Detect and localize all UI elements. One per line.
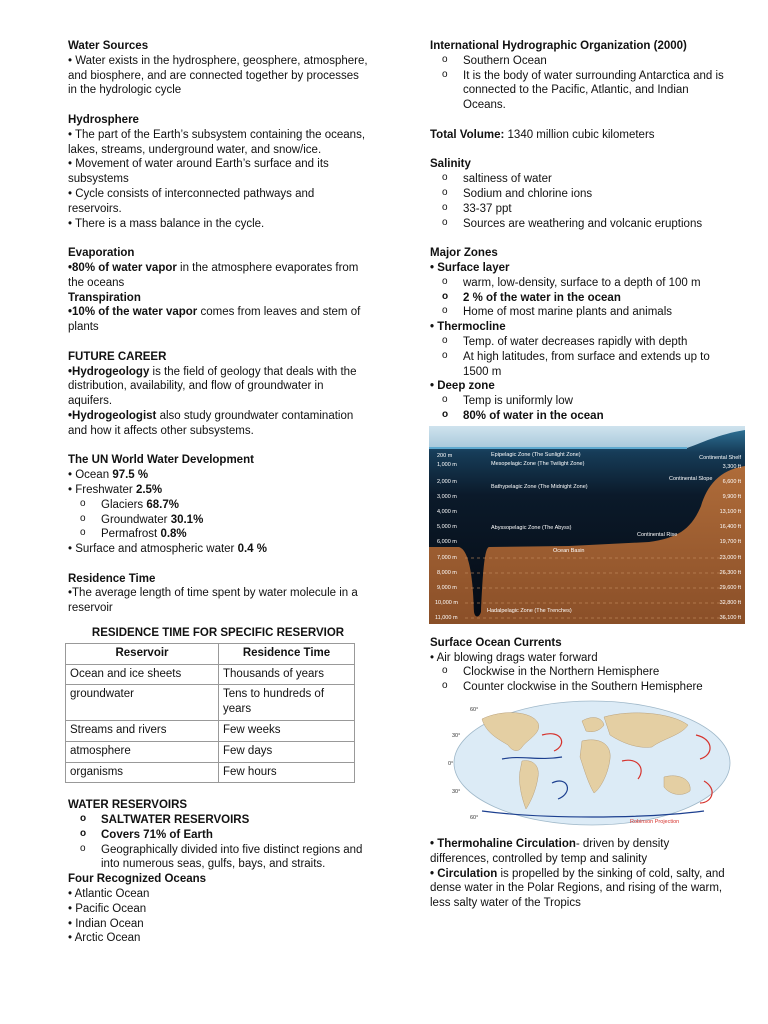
svg-text:9,900 ft: 9,900 ft — [722, 493, 741, 500]
currents-sub: o Counter clockwise in the Southern Hemisphere — [430, 680, 730, 695]
water-sources-heading: Water Sources — [68, 40, 149, 52]
evaporation-text: •80% of water vapor in the atmosphere evaporates from the oceans — [68, 261, 359, 289]
svg-text:60°: 60° — [470, 814, 479, 821]
reservoirs-heading: WATER RESERVOIRS — [68, 799, 188, 812]
svg-text:7,000 m: 7,000 m — [437, 554, 457, 561]
table-header-row — [66, 643, 355, 664]
currents-sub: o Clockwise in the Northern Hemisphere — [430, 665, 730, 680]
table-row: atmosphere Few days — [66, 741, 355, 762]
iho-heading: International Hydrographic Organization (2000) — [430, 40, 687, 52]
un-heading: The UN World Water Development — [68, 454, 254, 467]
zone-deep: • Deep zone — [430, 380, 495, 393]
table-row: Streams and rivers Few weeks — [66, 721, 355, 742]
un-permafrost: o Permafrost 0.8% — [68, 527, 368, 542]
total-volume: Total Volume: 1340 million cubic kilometers — [430, 128, 655, 141]
svg-text:9,000 m: 9,000 m — [437, 584, 457, 591]
future-career-item: •Hydrogeologist also study groundwater contamination and how it affects other subsystems. — [68, 409, 354, 437]
zone-thermocline: • Thermocline — [430, 321, 506, 334]
svg-text:Continental Shelf: Continental Shelf — [699, 454, 741, 461]
table-header-time: Residence Time — [219, 643, 355, 664]
svg-text:3,000 m: 3,000 m — [437, 493, 457, 500]
svg-text:10,000 m: 10,000 m — [435, 599, 458, 606]
salinity-item: o saltiness of water — [430, 172, 730, 187]
zone-surface: • Surface layer — [430, 261, 510, 274]
ocean-item: • Atlantic Ocean — [68, 888, 150, 901]
zone-item: o Home of most marine plants and animals — [430, 305, 730, 320]
un-glaciers: o Glaciers 68.7% — [68, 498, 368, 513]
svg-text:6,600 ft: 6,600 ft — [722, 478, 741, 485]
zone-item: o At high latitudes, from surface and extends up to 1500 m — [430, 350, 730, 380]
ocean-zones-figure — [429, 426, 745, 624]
reservoirs-sub: o Geographically divided into five distinct regions and into numerous seas, gulfs, bays, and straits. — [68, 843, 368, 873]
ocean-currents-map — [442, 699, 742, 831]
svg-text:Bathypelagic Zone (The Midnigh: Bathypelagic Zone (The Midnight Zone) — [491, 483, 588, 490]
future-career-item: •Hydrogeology is the field of geology that deals with the distribution, availability, and flow of groundwater in aquifers. — [68, 365, 357, 408]
evaporation-heading: Evaporation — [68, 247, 135, 260]
un-freshwater: • Freshwater 2.5% — [68, 483, 163, 496]
table-row: organisms Few hours — [66, 762, 355, 783]
transpiration-text: •10% of the water vapor comes from leaves and stem of plants — [68, 306, 361, 334]
svg-text:0°: 0° — [448, 760, 454, 767]
svg-text:4,000 m: 4,000 m — [437, 508, 457, 515]
sea-surface — [429, 447, 687, 449]
circulation-text: • Circulation is propelled by the sinking of cold, salty, and dense water in the Polar Regions, and rising of the warm, less salty water of the Tropics — [430, 867, 725, 910]
residence-text: •The average length of time spent by water molecule in a reservoir — [68, 587, 358, 615]
map-legend: Robinson Projection — [630, 818, 680, 825]
zone-item: o 80% of water in the ocean — [430, 409, 730, 424]
svg-text:3,300 ft: 3,300 ft — [722, 463, 741, 470]
table-row: groundwater Tens to hundreds of years — [66, 685, 355, 721]
iho-sub: o It is the body of water surrounding Antarctica and is connected to the Pacific, Atlantic, and Indian Oceans. — [430, 69, 730, 113]
ocean-item: • Arctic Ocean — [68, 932, 141, 945]
table-header-reservoir: Reservoir — [66, 643, 219, 664]
future-career-heading: FUTURE CAREER — [68, 350, 167, 363]
iho-sub: o Southern Ocean — [430, 54, 730, 69]
salinity-heading: Salinity — [430, 158, 471, 171]
svg-text:36,100 ft: 36,100 ft — [719, 614, 741, 621]
svg-text:11,000 m: 11,000 m — [435, 614, 458, 621]
zone-item: o Temp. of water decreases rapidly with depth — [430, 335, 730, 350]
svg-text:26,300 ft: 26,300 ft — [719, 569, 741, 576]
currents-heading: Surface Ocean Currents — [430, 636, 562, 649]
svg-text:29,600 ft: 29,600 ft — [719, 584, 741, 591]
currents-item: • Air blowing drags water forward — [430, 651, 598, 664]
zone-item: o Temp is uniformly low — [430, 394, 730, 409]
right-column — [430, 39, 741, 911]
hydrosphere-item: • Cycle consists of interconnected pathways and reservoirs. — [68, 187, 315, 215]
reservoirs-sub: o Covers 71% of Earth — [68, 828, 368, 843]
svg-text:16,400 ft: 16,400 ft — [719, 523, 741, 530]
hydrosphere-item: • The part of the Earth’s subsystem containing the oceans, lakes, streams, underground water, and snow/ice. — [68, 128, 366, 156]
svg-text:6,000 m: 6,000 m — [437, 538, 457, 545]
svg-text:Mesopelagic Zone (The Twilight: Mesopelagic Zone (The Twilight Zone) — [491, 460, 585, 467]
salinity-item: o 33-37 ppt — [430, 202, 730, 217]
thermohaline-text: • Thermohaline Circulation- driven by density differences, controlled by temp and salinity — [430, 837, 670, 865]
svg-text:19,700 ft: 19,700 ft — [719, 538, 741, 545]
svg-text:23,000 ft: 23,000 ft — [719, 554, 741, 561]
salinity-item: o Sources are weathering and volcanic eruptions — [430, 217, 730, 232]
table-row: Ocean and ice sheets Thousands of years — [66, 664, 355, 685]
svg-text:60°: 60° — [470, 706, 479, 713]
un-surface: • Surface and atmospheric water 0.4 % — [68, 543, 268, 556]
svg-text:Continental Slope: Continental Slope — [669, 475, 713, 482]
svg-text:2,000 m: 2,000 m — [437, 478, 457, 485]
zone-item: o warm, low-density, surface to a depth of 100 m — [430, 276, 730, 291]
left-column — [68, 39, 368, 946]
zone-item: o 2 % of the water in the ocean — [430, 291, 730, 306]
oceans-heading: Four Recognized Oceans — [68, 873, 207, 886]
svg-text:1,000 m: 1,000 m — [437, 461, 457, 468]
water-sources-text: • Water exists in the hydrosphere, geosphere, atmosphere, and biosphere, and are connected together by processes in the hydrologic cycle — [68, 54, 368, 97]
svg-text:8,000 m: 8,000 m — [437, 569, 457, 576]
hydrosphere-item: • Movement of water around Earth’s surface and its subsystems — [68, 158, 329, 186]
svg-text:Abyssopelagic Zone (The Abyss): Abyssopelagic Zone (The Abyss) — [491, 524, 572, 531]
svg-text:200 m: 200 m — [437, 452, 453, 459]
svg-text:30°: 30° — [452, 788, 461, 795]
table-title: RESIDENCE TIME FOR SPECIFIC RESERVIOR — [91, 627, 345, 640]
svg-text:Epipelagic Zone (The Sunlight: Epipelagic Zone (The Sunlight Zone) — [491, 451, 581, 458]
reservoirs-sub: o SALTWATER RESERVOIRS — [68, 813, 368, 828]
transpiration-heading: Transpiration — [68, 291, 141, 304]
residence-table — [65, 643, 355, 784]
ocean-item: • Pacific Ocean — [68, 902, 147, 915]
hydrosphere-heading: Hydrosphere — [68, 113, 139, 126]
ocean-item: • Indian Ocean — [68, 917, 144, 930]
svg-text:13,100 ft: 13,100 ft — [719, 508, 741, 515]
residence-heading: Residence Time — [68, 572, 156, 585]
un-ocean: • Ocean 97.5 % — [68, 469, 149, 482]
svg-text:32,800 ft: 32,800 ft — [719, 599, 741, 606]
svg-text:30°: 30° — [452, 732, 461, 739]
svg-text:5,000 m: 5,000 m — [437, 523, 457, 530]
un-groundwater: o Groundwater 30.1% — [68, 513, 368, 528]
zones-heading: Major Zones — [430, 247, 498, 260]
salinity-item: o Sodium and chlorine ions — [430, 187, 730, 202]
svg-text:Ocean Basin: Ocean Basin — [553, 547, 585, 554]
hydrosphere-item: • There is a mass balance in the cycle. — [68, 217, 265, 230]
svg-text:Hadalpelagic Zone (The Trenche: Hadalpelagic Zone (The Trenches) — [487, 607, 572, 614]
svg-text:Continental Rise: Continental Rise — [637, 531, 678, 538]
